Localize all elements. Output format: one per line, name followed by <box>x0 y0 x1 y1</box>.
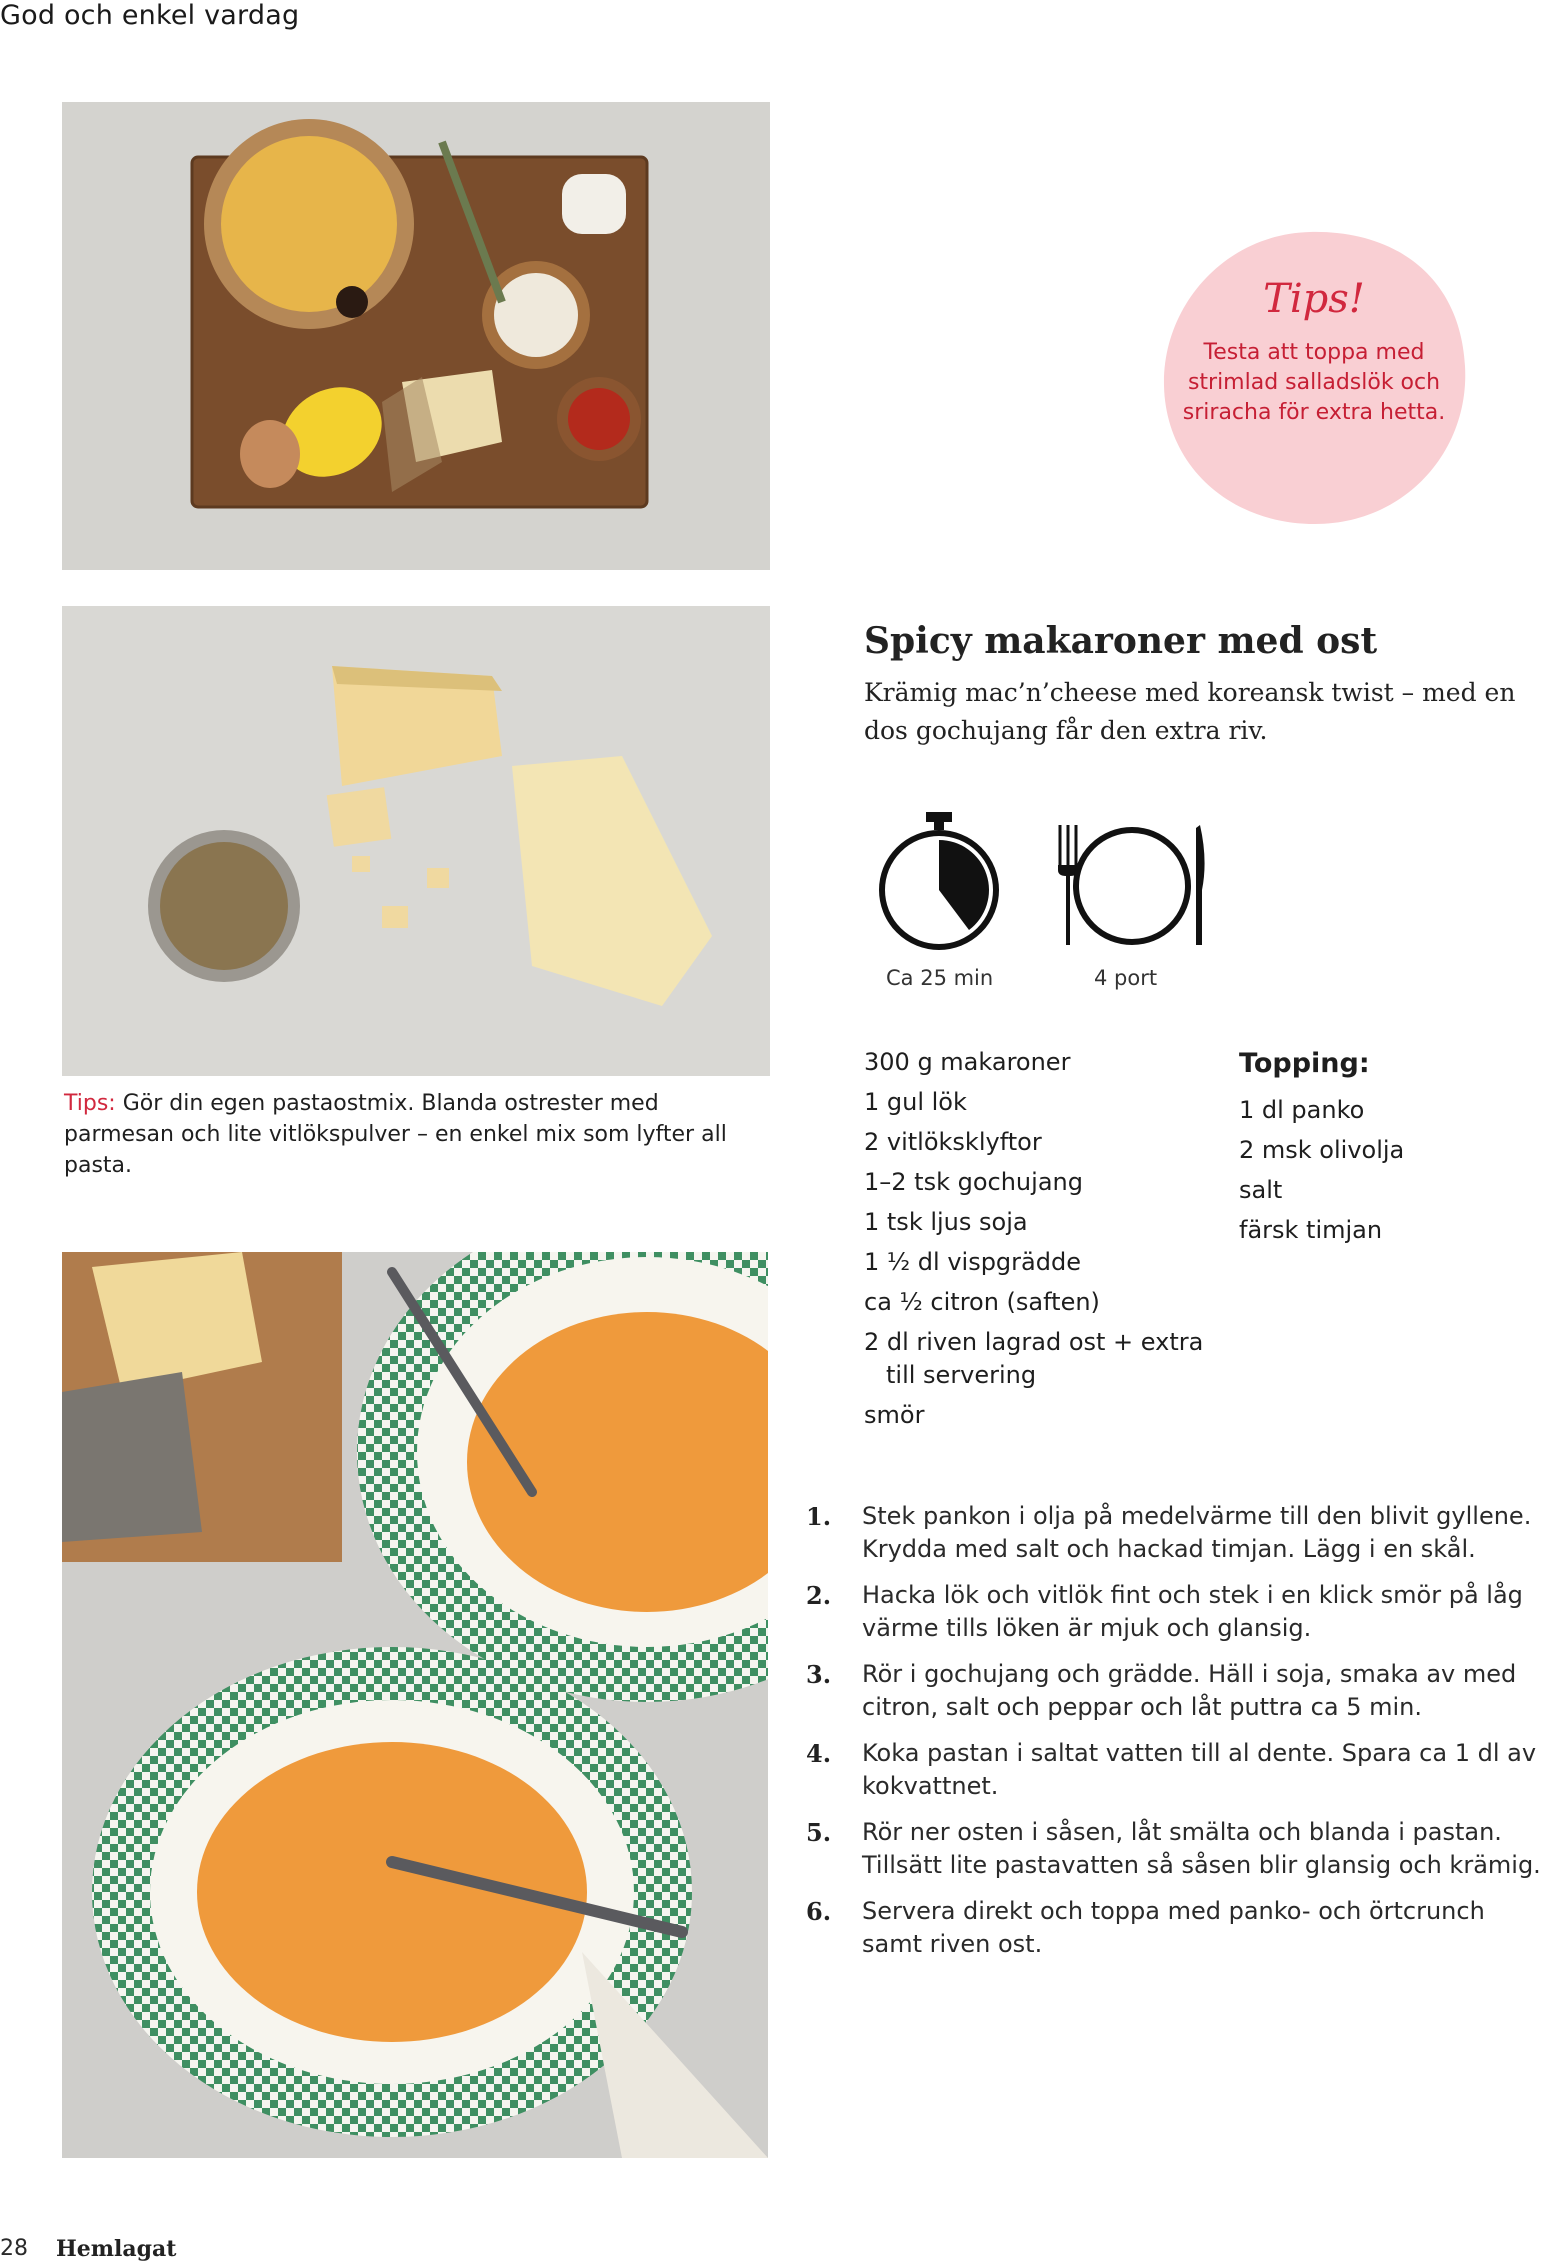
tip-bubble-title: Tips! <box>1263 276 1365 322</box>
cheese-photo <box>62 606 770 1076</box>
instruction-steps <box>806 1500 1550 1974</box>
ingredient-item: 2 vitlöksklyftor <box>864 1128 1042 1156</box>
ingredient-item: 300 g makaroner <box>864 1048 1071 1076</box>
step-text: Stek pankon i olja på medelvärme till den blivit gyllene. Krydda med salt och hackad timjan. Lägg i en skål. <box>862 1502 1532 1563</box>
step-number: 4. <box>806 1739 832 1768</box>
instruction-step <box>806 1658 1550 1724</box>
ingredient-item: 2 dl riven lagrad ost + extra till servering <box>864 1328 1204 1389</box>
ingredient-list <box>864 1046 1224 1439</box>
pasta-photo <box>62 1252 768 2158</box>
section-label: God och enkel vardag <box>0 0 300 31</box>
topping-list <box>1239 1090 1404 1250</box>
ingredient-item: 1 ½ dl vispgrädde <box>864 1248 1081 1276</box>
plate-icon <box>1052 820 1212 950</box>
recipe-title: Spicy makaroner med ost <box>864 620 1378 662</box>
ingredients-photo <box>62 102 770 570</box>
step-text: Hacka lök och vitlök fint och stek i en klick smör på låg värme tills löken är mjuk och glansig. <box>862 1581 1523 1642</box>
instruction-step <box>806 1816 1550 1882</box>
step-text: Rör ner osten i såsen, låt smälta och blanda i pastan. Tillsätt lite pastavatten så såsen blir glansig och krämig. <box>862 1818 1541 1879</box>
step-text: Koka pastan i saltat vatten till al dente. Spara ca 1 dl av kokvattnet. <box>862 1739 1537 1800</box>
step-text: Rör i gochujang och grädde. Häll i soja, smaka av med citron, salt och peppar och låt puttra ca 5 min. <box>862 1660 1517 1721</box>
magazine-name: Hemlagat <box>56 2236 177 2262</box>
page-number: 28 <box>0 2236 28 2261</box>
servings: 4 port <box>1094 966 1158 990</box>
topping-item: 2 msk olivolja <box>1239 1136 1405 1164</box>
topping-item: 1 dl panko <box>1239 1096 1365 1124</box>
cooking-time: Ca 25 min <box>886 966 994 990</box>
topping-title: Topping: <box>1239 1048 1370 1079</box>
photo-tip-text: Gör din egen pastaostmix. Blanda ostrester med parmesan och lite vitlökspulver – en enkel mix som lyfter all pasta. <box>64 1091 727 1178</box>
tip-bubble <box>1160 226 1468 528</box>
step-number: 1. <box>806 1502 832 1531</box>
step-number: 5. <box>806 1818 832 1847</box>
instruction-step <box>806 1579 1550 1645</box>
step-number: 6. <box>806 1897 832 1926</box>
instruction-step <box>806 1500 1550 1566</box>
ingredient-item: 1–2 tsk gochujang <box>864 1168 1083 1196</box>
topping-item: salt <box>1239 1176 1283 1204</box>
ingredient-item: 1 gul lök <box>864 1088 967 1116</box>
photo-tip <box>64 1088 754 1181</box>
instruction-step <box>806 1737 1550 1803</box>
step-text: Servera direkt och toppa med panko- och örtcrunch samt riven ost. <box>862 1897 1485 1958</box>
photo-tip-label: Tips: <box>64 1091 116 1116</box>
ingredient-item: smör <box>864 1401 925 1429</box>
topping-item: färsk timjan <box>1239 1216 1383 1244</box>
ingredient-item: 1 tsk ljus soja <box>864 1208 1028 1236</box>
timer-icon <box>874 810 1004 950</box>
step-number: 2. <box>806 1581 832 1610</box>
recipe-lead: Krämig mac’n’cheese med koreansk twist – med en dos gochujang får den extra riv. <box>864 678 1516 745</box>
ingredient-item: ca ½ citron (saften) <box>864 1288 1100 1316</box>
tip-bubble-text: Testa att toppa med strimlad salladslök och sriracha för extra hetta. <box>1182 340 1446 425</box>
step-number: 3. <box>806 1660 832 1689</box>
instruction-step <box>806 1895 1550 1961</box>
